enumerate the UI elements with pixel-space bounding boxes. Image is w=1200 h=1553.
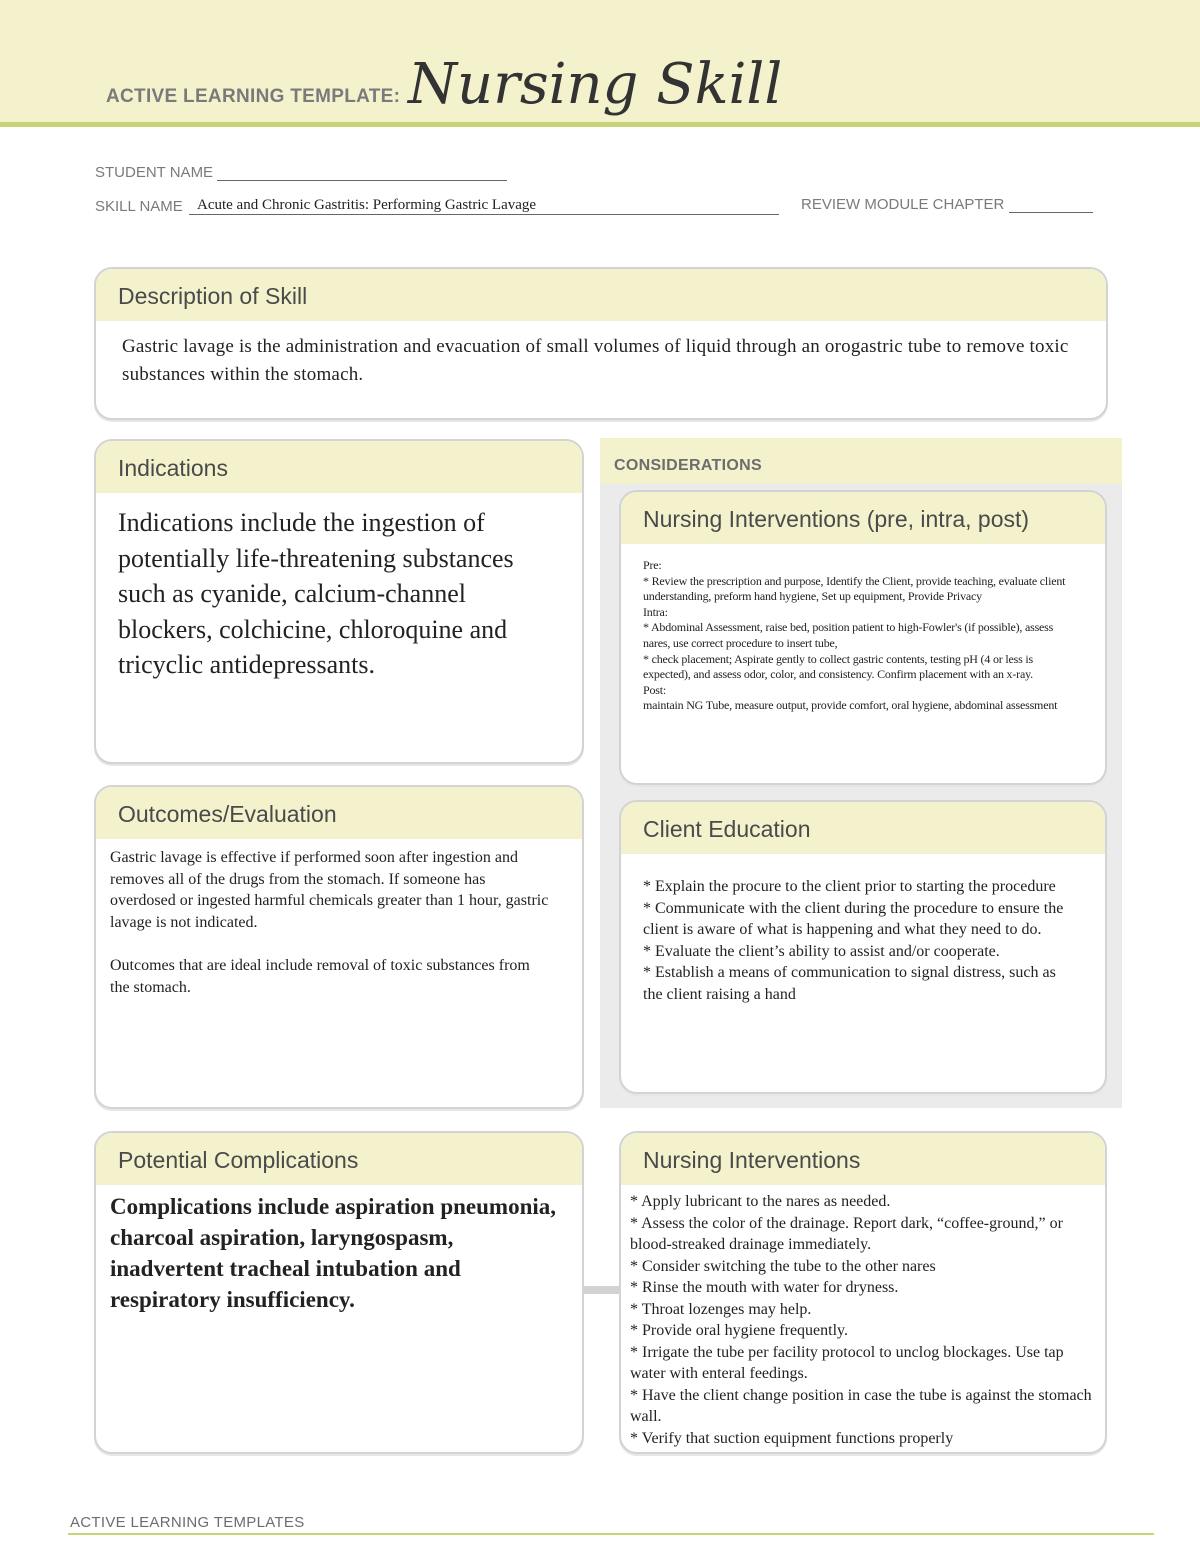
intervention-line: * check placement; Aspirate gently to collect gastric contents, testing pH (4 or less is expected), and assess odor, color, and consistency. Confirm placement with an x-ray.: [643, 651, 1033, 682]
client-education-section: [619, 800, 1107, 1094]
intervention-line: Pre:: [643, 558, 662, 572]
complications-text: Complications include aspiration pneumonia, charcoal aspiration, laryngospasm, inadvertent tracheal intubation and respiratory insufficiency.: [110, 1194, 557, 1312]
template-label: ACTIVE LEARNING TEMPLATE:: [106, 86, 401, 107]
indications-section: [94, 439, 584, 764]
student-name-field: [95, 164, 507, 181]
client-education-header: [621, 802, 1105, 854]
description-title: Description of Skill: [118, 283, 308, 309]
intervention-item: * Have the client change position in case the tube is against the stomach wall.: [630, 1386, 1092, 1425]
education-line: * Communicate with the client during the procedure to ensure the client is aware of what is happening and what they need to do.: [643, 899, 1064, 939]
header-divider: [0, 122, 1200, 127]
nursing-interventions-title: Nursing Interventions: [643, 1147, 861, 1173]
description-text: Gastric lavage is the administration and evacuation of small volumes of liquid through an orogastric tube to remove toxic substances within the stomach.: [122, 336, 1069, 385]
nursing-interventions-body: [630, 1191, 1092, 1449]
page-title: Nursing Skill: [408, 52, 783, 117]
skill-name-label: SKILL NAME: [95, 198, 183, 215]
client-education-title: Client Education: [643, 816, 811, 842]
intervention-item: * Apply lubricant to the nares as needed.: [630, 1193, 891, 1210]
footer-divider: [68, 1533, 1154, 1535]
skill-name-input[interactable]: [189, 196, 779, 215]
considerations-label: CONSIDERATIONS: [614, 457, 762, 474]
intervention-line: * Review the prescription and purpose, Identify the Client, provide teaching, evaluate client understanding, preform hand hygiene, Set up equipment, Provide Privacy: [643, 573, 1066, 604]
outcomes-paragraph: Outcomes that are ideal include removal of toxic substances from the stomach.: [110, 956, 530, 996]
considerations-header: [600, 438, 1122, 484]
nursing-interventions-phases-title: Nursing Interventions (pre, intra, post): [643, 506, 1030, 532]
nursing-interventions-header: [621, 1133, 1105, 1185]
nursing-interventions-phases-header: [621, 492, 1105, 544]
complications-section: [94, 1131, 584, 1454]
intervention-item: * Provide oral hygiene frequently.: [630, 1322, 849, 1339]
outcomes-section: [94, 785, 584, 1109]
intervention-item: * Consider switching the tube to the other nares: [630, 1257, 936, 1275]
intervention-item: * Irrigate the tube per facility protocol to unclog blockages. Use tap water with enteral feedings.: [630, 1343, 1064, 1382]
intervention-item: * Assess the color of the drainage. Report dark, “coffee-ground,” or blood-streaked drainage immediately.: [630, 1214, 1063, 1253]
skill-name-value: Acute and Chronic Gastritis: Performing Gastric Lavage: [196, 197, 537, 213]
client-education-body: [643, 876, 1073, 1006]
complications-title: Potential Complications: [118, 1147, 359, 1173]
section-connector: [583, 1286, 620, 1294]
description-section: [94, 267, 1108, 420]
review-module-label: REVIEW MODULE CHAPTER: [801, 196, 1005, 213]
nursing-interventions-phases-body: [643, 558, 1083, 714]
outcomes-header: [96, 787, 582, 839]
review-module-input[interactable]: [1009, 196, 1093, 213]
intervention-line: Intra:: [643, 604, 668, 619]
footer-label: ACTIVE LEARNING TEMPLATES: [70, 1514, 305, 1531]
outcomes-title: Outcomes/Evaluation: [118, 801, 337, 827]
intervention-item: * Throat lozenges may help.: [630, 1300, 812, 1318]
review-module-field: [801, 196, 1093, 213]
student-name-label: STUDENT NAME: [95, 164, 214, 181]
outcomes-paragraph: Gastric lavage is effective if performed soon after ingestion and removes all of the drugs from the stomach. If someone has overdosed or ingested harmful chemicals greater than 1 hour, gastric lavage is not indicated.: [110, 849, 549, 932]
skill-name-field: [95, 196, 779, 215]
intervention-item: * Rinse the mouth with water for dryness.: [630, 1279, 899, 1296]
outcomes-body: [110, 847, 550, 998]
complications-header: [96, 1133, 582, 1185]
education-line: * Evaluate the client’s ability to assist and/or cooperate.: [643, 942, 1000, 960]
intervention-line: Post:: [643, 682, 667, 697]
intervention-item: * Verify that suction equipment functions properly: [630, 1429, 954, 1447]
education-line: * Establish a means of communication to signal distress, such as the client raising a hand: [643, 964, 1056, 1003]
indications-header: [96, 441, 582, 493]
description-header: [96, 269, 1106, 321]
student-name-input[interactable]: [217, 164, 507, 181]
intervention-line: maintain NG Tube, measure output, provide comfort, oral hygiene, abdominal assessment: [643, 698, 1058, 713]
nursing-interventions-section: [619, 1131, 1107, 1454]
nursing-interventions-phases-section: [619, 490, 1107, 785]
indications-text: Indications include the ingestion of potentially life-threatening substances such as cyanide, calcium-channel blockers, colchicine, chloroquine and tricyclic antidepressants.: [118, 508, 514, 679]
indications-title: Indications: [118, 455, 228, 481]
education-line: * Explain the procure to the client prior to starting the procedure: [643, 878, 1056, 895]
intervention-line: * Abdominal Assessment, raise bed, position patient to high-Fowler's (if possible), assess nares, use correct procedure to insert tube,: [643, 620, 1054, 650]
